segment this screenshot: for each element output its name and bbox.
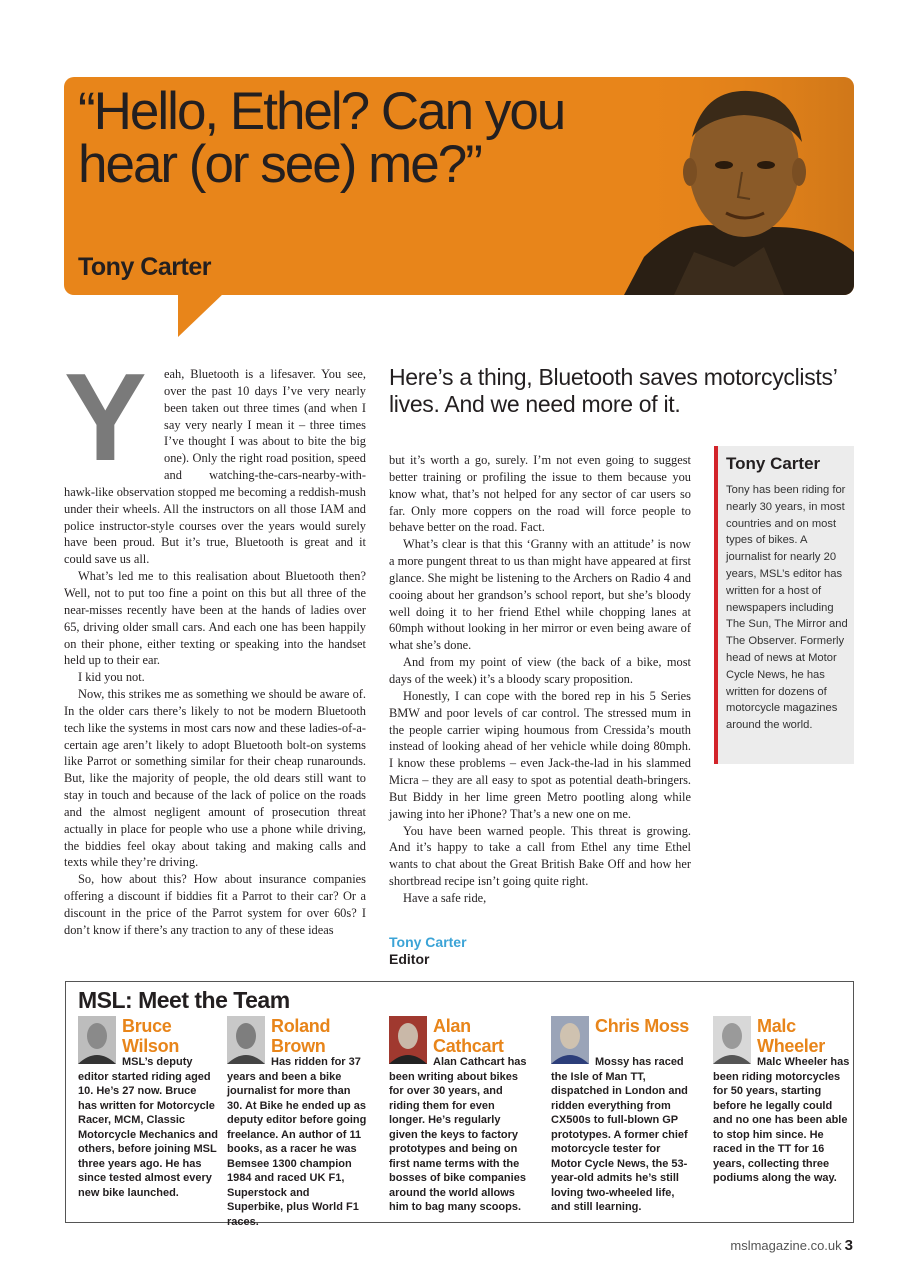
member-bio: MSL’s deputy editor started riding aged 10. He’s 27 now. Bruce has written for Motorcycle Racer, MCM, Classic Motorcycle Mechanics and others, before joining MSL three years ago. He has since tested almost every new bike launched. [78, 1056, 218, 1199]
article-column-2 [389, 452, 691, 907]
header-banner [64, 77, 854, 295]
article-paragraph: And from my point of view (the back of a bike, most days of the week) it’s a bloody scary proposition. [389, 655, 691, 686]
member-name: Malc Wheeler [757, 1016, 825, 1056]
sidebar-bio: Tony has been riding for nearly 30 years, in most countries and on most types of bikes. A journalist for nearly 20 years, MSL’s editor has written for a host of newspapers including The Sun, The Mirror and The Observer. Formerly head of news at Motor Cycle News, he has written for dozens of motorcycle magazines around the world. [726, 484, 848, 732]
article-paragraph: You have been warned people. This threat is growing. And it’s happy to take a call from Ethel any time Ethel wants to chat about the Great British Bake Off and how her shortbread recipe isn’t going quite right. [389, 823, 691, 889]
sidebar-title: Tony Carter [726, 454, 821, 473]
headline: “Hello, Ethel? Can you hear (or see) me?” [78, 82, 565, 194]
article-paragraph: So, how about this? How about insurance companies offering a discount if biddies fit a Parrot to their car? Or a discount in the price of the Parrot system for over 60s? I don’t know if there’s any traction to any of these ideas [64, 872, 366, 937]
standfirst: Here’s a thing, Bluetooth saves motorcyclists’ lives. And we need more of it. [389, 364, 837, 417]
article-column-1 [64, 349, 366, 939]
meet-the-team-box [65, 981, 854, 1228]
article-paragraph: Honestly, I can cope with the bored rep in his 5 Series BMW and poor levels of car control. The stressed mum in the people carrier wiping houmous from Cressida’s mouth instead of looking ahead of her vehicle while doing 80mph. I know these problems – even Jack-the-lad in his slammed Micra – they are all easy to spot as potential death-bringers. But Biddy in her lime green Metro pootling along while jawing into her iPhone? That’s a new one on me. [389, 688, 691, 821]
article-paragraph: Have a safe ride, [403, 890, 487, 905]
member-bio: Alan Cathcart has been writing about bikes for over 30 years, and riding them for even longer. He’s regularly given the keys to factory prototypes and being on first name terms with the bosses of bike companies around the world allows him to bag many scoops. [389, 1056, 527, 1213]
author-sidebar [714, 446, 854, 764]
article-paragraph: but it’s worth a go, surely. I’m not even going to suggest better training or profiling the issue to them because you know what, that’s not helped for any sector of car users so far. Only more coppers on the road will force people to behave better on the road. Fact. [389, 453, 691, 535]
drop-cap: Y [64, 349, 147, 487]
banner-pointer [178, 293, 224, 337]
team-title: MSL: Meet the Team [78, 987, 290, 1013]
footer-site: mslmagazine.co.uk [730, 1238, 842, 1253]
signoff-name: Tony Carter [389, 934, 467, 950]
article-paragraph: Y eah, Bluetooth is a lifesaver. You see, over the past 10 days I’ve very nearly been taken out three times (and when I say very nearly I mean it – three times I’ve thought I was about to bite the big one). Only the right road position, speed and watching-the-cars-nearby-with-hawk-like observation stopped me becoming a reddish-mush under their wheels. All the instructors on all those IAM and police instructor-style courses over the years would surely have been proud. But it’s true, Bluetooth is great and it could save us all. [64, 349, 366, 567]
article-paragraph: Now, this strikes me as something we should be aware of. In the older cars there’s likely to not be modern Bluetooth tech like the systems in most cars now and these ladies-of-a-certain age aren’t likely to adopt Bluetooth bolt-on systems like Parrot or something similar for their cheap runarounds. But, like the majority of people, the old dears still want to stay in touch and because of the lack of police on the roads and the almost negligent amount of prosecution threat actually in place for people who use a phone while driving, the biddies feel okay about taking and making calls and texts while they’re driving. [64, 687, 366, 870]
author-portrait [624, 77, 854, 295]
page-number: 3 [844, 1237, 853, 1254]
byline: Tony Carter [78, 253, 211, 281]
article-paragraph: What’s clear is that this ‘Granny with an attitude’ is now a more pungent threat to us than might have appeared at first glance. She might be listening to the Archers on Radio 4 and cooing about her grandson’s school report, but she’s bloody well doing it to her friend Ethel while chopping lanes at 60mph without looking in her mirror or even being aware of what she’s done. [389, 537, 691, 653]
member-name: Alan Cathcart [433, 1016, 504, 1056]
member-bio: Has ridden for 37 years and been a bike journalist for more than 30. At Bike he ended up as deputy editor before going freelance. An author of 11 books, as a racer he was Bemsee 1300 champion 1984 and raced UK F1, Superstock and Superbike, plus World F1 races. [227, 1056, 367, 1228]
member-bio: Malc Wheeler has been riding motorcycles for 50 years, starting before he legally could and no one has been able to stop him since. He raced in the TT for 16 years, collecting three podiums along the way. [713, 1056, 850, 1184]
member-name: Chris Moss [595, 1016, 690, 1036]
member-name: Roland Brown [271, 1016, 331, 1056]
member-name: Bruce Wilson [122, 1016, 180, 1056]
page-footer [730, 1237, 853, 1254]
signoff-role: Editor [389, 951, 430, 967]
member-bio: Mossy has raced the Isle of Man TT, dispatched in London and ridden everything from CX500s to full-blown GP prototypes. A former chief motorcycle tester for Motor Cycle News, the 53-year-old admits he’s still loving two-wheeled life, and still learning. [551, 1056, 688, 1213]
article-paragraph: What’s led me to this realisation about Bluetooth then? Well, not to put too fine a point on this but all three of the near-misses recently have been at the hands of ladies over 65, driving older small cars. And each one has been happily on their phone, either texting or speaking into the handset held up to their ear. [64, 569, 366, 668]
article-paragraph: I kid you not. [78, 670, 145, 685]
